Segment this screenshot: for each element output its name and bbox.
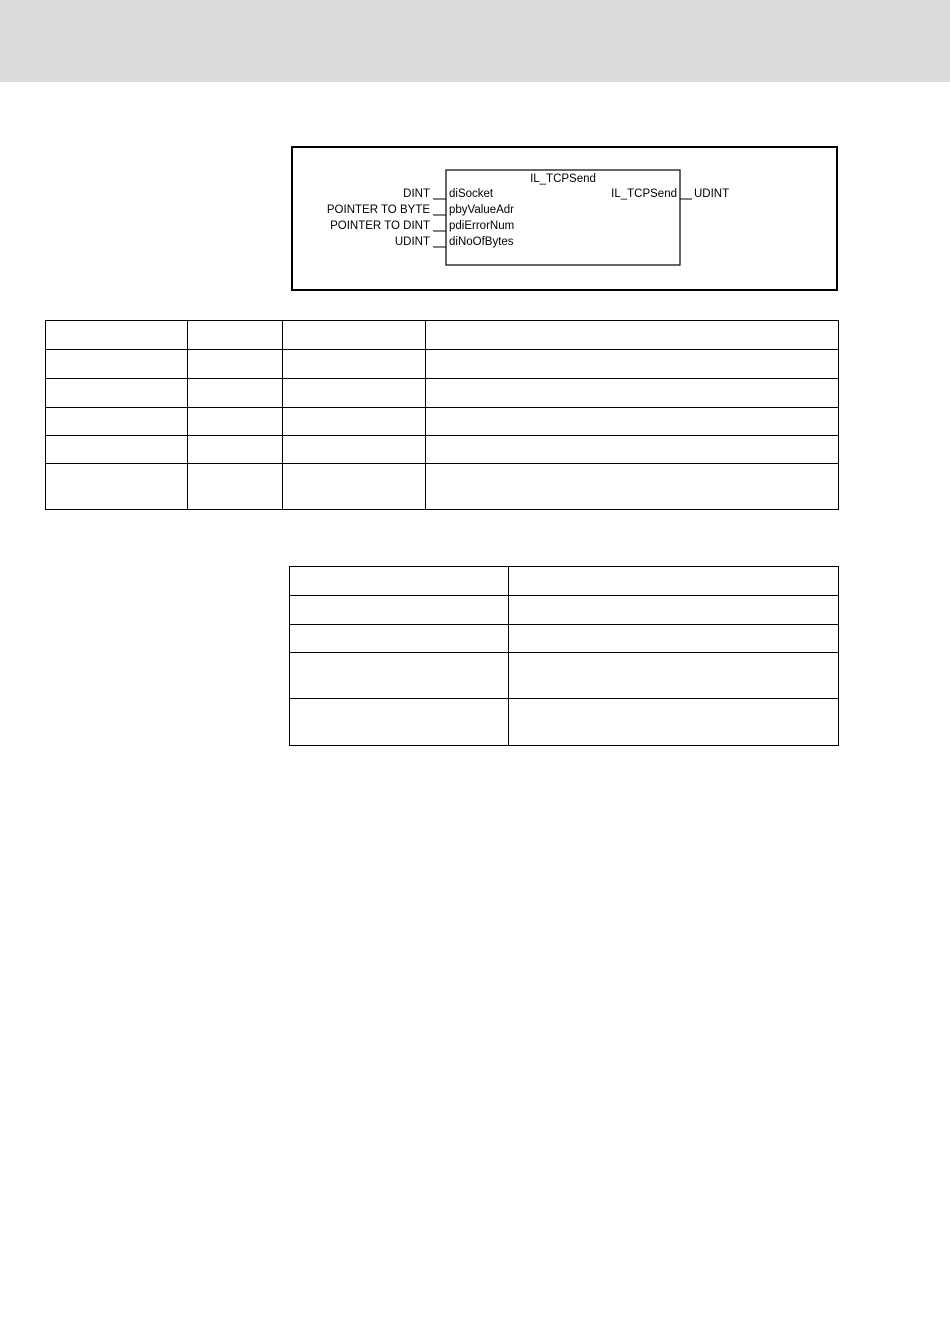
- table-row: [290, 625, 839, 653]
- table-cell: [46, 350, 188, 379]
- table-cell: [283, 408, 426, 436]
- table-cell: [426, 321, 839, 350]
- table-row: [46, 408, 839, 436]
- function-block-diagram: [291, 146, 838, 291]
- table-row: [290, 699, 839, 746]
- input-name-4: diNoOfBytes: [449, 236, 514, 248]
- return-values-table: [289, 566, 839, 746]
- table-cell: [46, 464, 188, 510]
- parameters-table: [45, 320, 839, 510]
- table-row: [290, 567, 839, 596]
- table-row: [290, 653, 839, 699]
- table-cell: [509, 596, 839, 625]
- input-type-3: POINTER TO DINT: [330, 220, 430, 232]
- table-cell: [283, 350, 426, 379]
- table-cell: [426, 464, 839, 510]
- table-cell: [509, 653, 839, 699]
- table-cell: [509, 699, 839, 746]
- table-cell: [290, 625, 509, 653]
- table-row: [46, 436, 839, 464]
- table-cell: [426, 379, 839, 408]
- page-header-band: [0, 0, 950, 82]
- table-cell: [283, 321, 426, 350]
- table-row: [46, 321, 839, 350]
- input-type-2: POINTER TO BYTE: [326, 204, 430, 216]
- table-cell: [290, 567, 509, 596]
- table-row: [46, 379, 839, 408]
- table-row: [46, 464, 839, 510]
- function-block-title: IL_TCPSend: [530, 173, 596, 185]
- table-cell: [426, 350, 839, 379]
- table-cell: [188, 464, 283, 510]
- table-cell: [46, 379, 188, 408]
- function-block-svg: [293, 148, 836, 289]
- table-cell: [46, 408, 188, 436]
- table-cell: [290, 699, 509, 746]
- table-cell: [283, 464, 426, 510]
- input-name-1: diSocket: [449, 188, 494, 200]
- input-type-4: UDINT: [394, 236, 430, 248]
- table-cell: [509, 567, 839, 596]
- output-name: IL_TCPSend: [611, 188, 677, 200]
- table-cell: [290, 653, 509, 699]
- table-cell: [283, 436, 426, 464]
- input-name-2: pbyValueAdr: [449, 204, 514, 216]
- table-cell: [188, 350, 283, 379]
- table-cell: [188, 436, 283, 464]
- table-row: [290, 596, 839, 625]
- table-cell: [283, 379, 426, 408]
- table-cell: [188, 321, 283, 350]
- table-cell: [509, 625, 839, 653]
- table-cell: [46, 321, 188, 350]
- table-row: [46, 350, 839, 379]
- input-name-3: pdiErrorNum: [449, 220, 515, 232]
- table-cell: [426, 408, 839, 436]
- table-cell: [188, 408, 283, 436]
- table-cell: [290, 596, 509, 625]
- input-type-1: DINT: [403, 188, 430, 200]
- table-cell: [46, 436, 188, 464]
- output-type: UDINT: [694, 188, 730, 200]
- table-cell: [426, 436, 839, 464]
- table-cell: [188, 379, 283, 408]
